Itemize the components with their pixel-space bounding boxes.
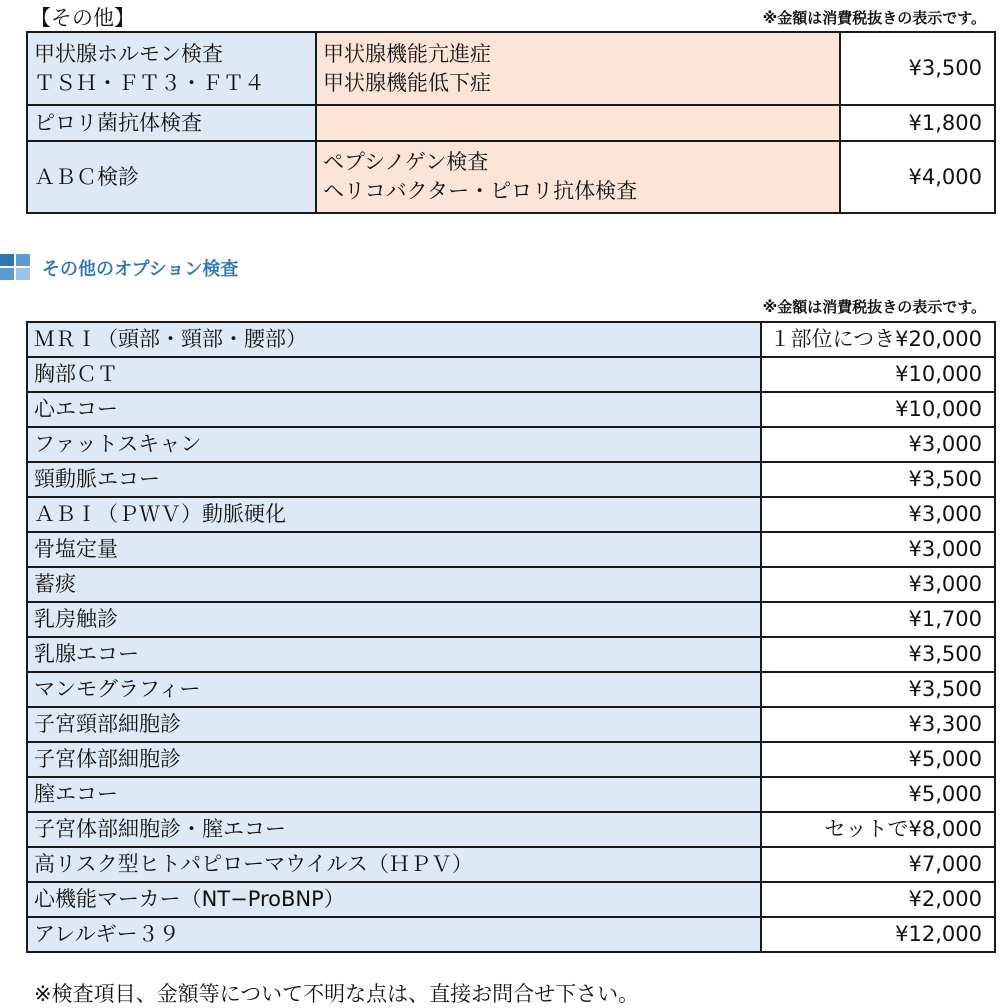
option-price: ¥3,500 bbox=[761, 462, 995, 497]
option-name: 心エコー bbox=[27, 392, 761, 427]
table-row bbox=[27, 602, 995, 637]
table-row bbox=[27, 392, 995, 427]
exam-name bbox=[27, 141, 316, 213]
option-price: １部位につき¥20,000 bbox=[761, 322, 995, 357]
exam-detail-line: ペプシノゲン検査 bbox=[323, 150, 489, 174]
table-row bbox=[27, 105, 995, 141]
option-exam-title: その他のオプション検査 bbox=[42, 259, 239, 280]
table-row bbox=[27, 707, 995, 742]
option-price: ¥10,000 bbox=[761, 392, 995, 427]
exam-detail bbox=[316, 105, 840, 141]
option-price: セットで¥8,000 bbox=[761, 812, 995, 847]
table-row bbox=[27, 742, 995, 777]
table-row bbox=[27, 847, 995, 882]
table-row bbox=[27, 567, 995, 602]
option-price: ¥3,000 bbox=[761, 497, 995, 532]
table-row bbox=[27, 532, 995, 567]
option-price: ¥7,000 bbox=[761, 847, 995, 882]
option-name: 蓄痰 bbox=[27, 567, 761, 602]
table-row bbox=[27, 882, 995, 917]
exam-name bbox=[27, 105, 316, 141]
table-row bbox=[27, 497, 995, 532]
option-price: ¥2,000 bbox=[761, 882, 995, 917]
table-row bbox=[27, 812, 995, 847]
table-row bbox=[27, 357, 995, 392]
exam-price: ¥4,000 bbox=[840, 141, 995, 213]
option-price: ¥12,000 bbox=[761, 917, 995, 952]
table-row bbox=[27, 462, 995, 497]
table-row bbox=[27, 637, 995, 672]
option-exam-heading bbox=[0, 253, 238, 283]
option-price: ¥3,300 bbox=[761, 707, 995, 742]
exam-name-line: ピロリ菌抗体検査 bbox=[34, 110, 202, 135]
option-price: ¥5,000 bbox=[761, 777, 995, 812]
exam-price: ¥3,500 bbox=[840, 32, 995, 105]
table-row bbox=[27, 672, 995, 707]
footer-note: ※検査項目、金額等について不明な点は、直接お問合せ下さい。 bbox=[34, 982, 640, 1006]
option-name: マンモグラフィー bbox=[27, 672, 761, 707]
option-exam-table bbox=[26, 321, 996, 953]
tax-note: ※金額は消費税抜きの表示です。 bbox=[762, 9, 986, 27]
other-exam-table bbox=[26, 31, 996, 214]
table-row bbox=[27, 917, 995, 952]
tax-note: ※金額は消費税抜きの表示です。 bbox=[762, 298, 986, 316]
table-row bbox=[27, 32, 995, 105]
option-name: 胸部ＣＴ bbox=[27, 357, 761, 392]
option-price: ¥3,000 bbox=[761, 427, 995, 462]
exam-detail-line: 甲状腺機能亢進症 bbox=[323, 41, 491, 66]
table-row bbox=[27, 427, 995, 462]
exam-name-line: 甲状腺ホルモン検査 bbox=[34, 41, 223, 66]
exam-detail-line: 甲状腺機能低下症 bbox=[323, 70, 491, 95]
option-name: 子宮体部細胞診・膣エコー bbox=[27, 812, 761, 847]
option-name: ファットスキャン bbox=[27, 427, 761, 462]
option-name: 子宮体部細胞診 bbox=[27, 742, 761, 777]
option-price: ¥3,000 bbox=[761, 567, 995, 602]
option-name: 心機能マーカー（NT−ProBNP） bbox=[27, 882, 761, 917]
exam-price: ¥1,800 bbox=[840, 105, 995, 141]
exam-detail bbox=[316, 141, 840, 213]
exam-detail-line: ヘリコバクター・ピロリ抗体検査 bbox=[323, 179, 638, 203]
option-name: 膣エコー bbox=[27, 777, 761, 812]
option-name: ＡＢＩ（ＰＷＶ）動脈硬化 bbox=[27, 497, 761, 532]
table-row bbox=[27, 322, 995, 357]
option-name: 乳腺エコー bbox=[27, 637, 761, 672]
option-name: 骨塩定量 bbox=[27, 532, 761, 567]
option-price: ¥3,500 bbox=[761, 637, 995, 672]
option-name: 乳房触診 bbox=[27, 602, 761, 637]
option-name: 子宮頸部細胞診 bbox=[27, 707, 761, 742]
exam-name-line: ＡＢＣ検診 bbox=[34, 164, 139, 189]
exam-name-line: ＴＳＨ・ＦＴ３・ＦＴ４ bbox=[34, 70, 265, 95]
option-name: 頸動脈エコー bbox=[27, 462, 761, 497]
grid-icon bbox=[0, 254, 34, 282]
option-price: ¥10,000 bbox=[761, 357, 995, 392]
option-price: ¥5,000 bbox=[761, 742, 995, 777]
option-name: 高リスク型ヒトパピローマウイルス（ＨＰＶ） bbox=[27, 847, 761, 882]
option-price: ¥3,000 bbox=[761, 532, 995, 567]
section-title-other: 【その他】 bbox=[30, 6, 135, 30]
option-price: ¥3,500 bbox=[761, 672, 995, 707]
option-name: ＭＲＩ（頭部・頸部・腰部） bbox=[27, 322, 761, 357]
exam-name bbox=[27, 32, 316, 105]
table-row bbox=[27, 141, 995, 213]
option-name: アレルギー３９ bbox=[27, 917, 761, 952]
table-row bbox=[27, 777, 995, 812]
option-price: ¥1,700 bbox=[761, 602, 995, 637]
exam-detail bbox=[316, 32, 840, 105]
